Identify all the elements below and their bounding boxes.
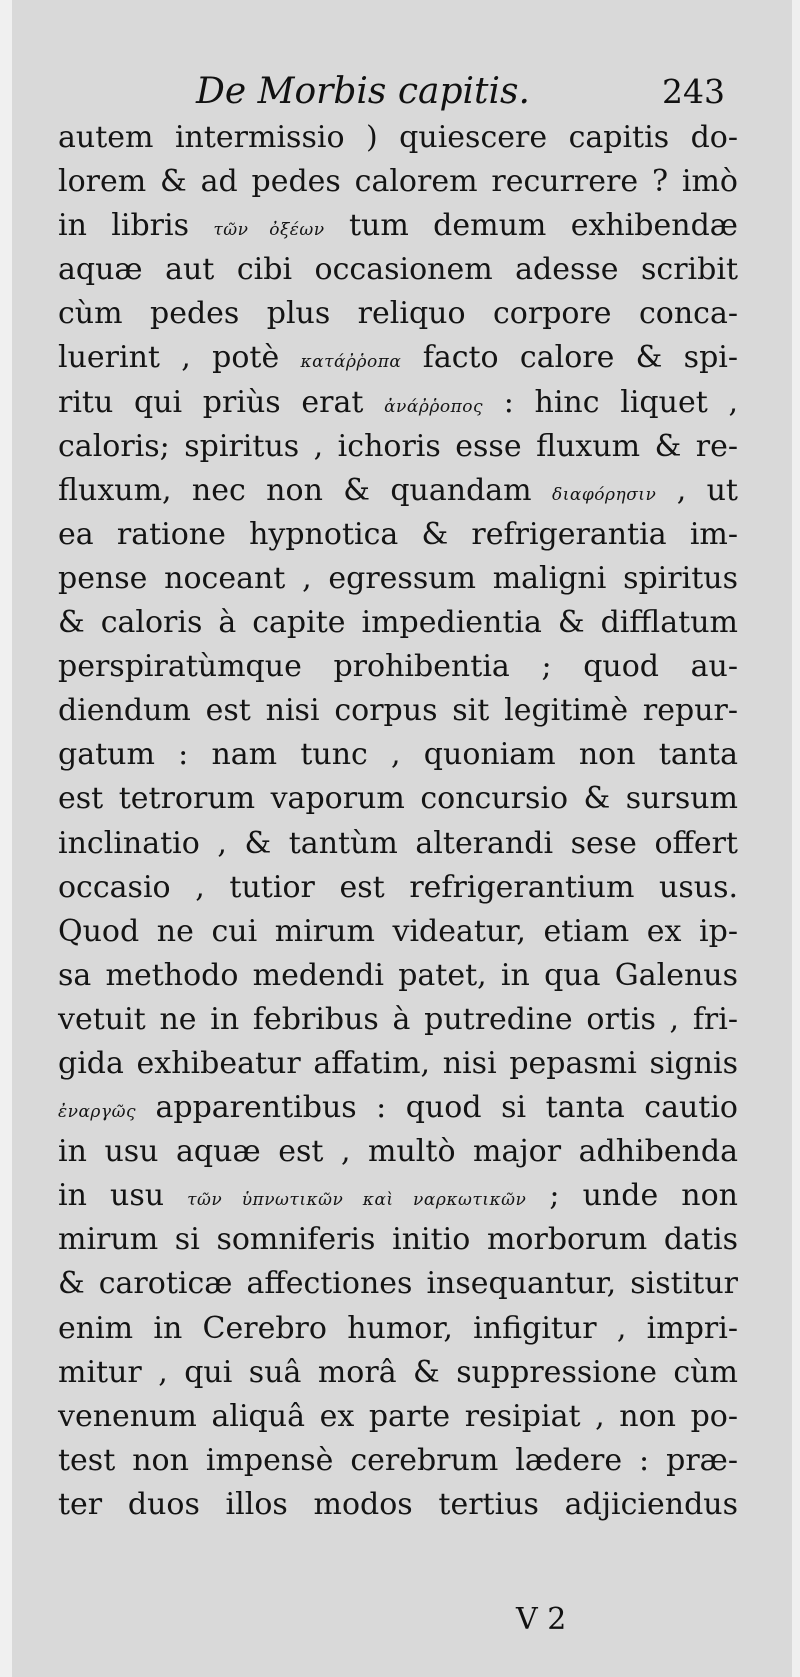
text-line: gida exhibeatur affatim, nisi pepasmi signis bbox=[58, 1045, 738, 1081]
text-line: & caroticæ affectiones insequantur, sistitur bbox=[58, 1266, 738, 1302]
text-segment: tum demum exhibendæ bbox=[324, 208, 738, 244]
signature-mark: V 2 bbox=[516, 1602, 567, 1637]
text-line: mirum si somniferis initio morborum datis bbox=[58, 1222, 738, 1258]
greek-phrase: διαφόρησιν bbox=[552, 484, 657, 505]
text-line: ter duos illos modos tertius adjiciendus bbox=[58, 1486, 738, 1522]
text-line: est tetrorum vaporum concursio & sursum bbox=[58, 781, 738, 817]
text-line bbox=[58, 381, 738, 425]
text-line: ea ratione hypnotica & refrigerantia im- bbox=[58, 516, 738, 552]
greek-phrase: τῶν ὑπνωτικῶν καὶ ναρκωτικῶν bbox=[187, 1190, 527, 1211]
text-line: gatum : nam tunc , quoniam non tanta bbox=[58, 737, 738, 773]
text-line: enim in Cerebro humor, infigitur , impri- bbox=[58, 1310, 738, 1346]
text-segment: in libris bbox=[58, 208, 214, 244]
text-line: diendum est nisi corpus sit legitimè repur- bbox=[58, 693, 738, 729]
text-line bbox=[58, 1174, 738, 1218]
text-line: in usu aquæ est , multò major adhibenda bbox=[58, 1134, 738, 1170]
text-line bbox=[58, 204, 738, 248]
text-line: caloris; spiritus , ichoris esse fluxum & re- bbox=[58, 428, 738, 464]
text-line: vetuit ne in febribus à putredine ortis , fri- bbox=[58, 1001, 738, 1037]
text-segment: ; unde non bbox=[526, 1178, 738, 1214]
text-line: pense noceant , egressum maligni spiritus bbox=[58, 560, 738, 596]
text-segment: : hinc liquet , bbox=[483, 384, 738, 420]
text-line: sa methodo medendi patet, in qua Galenus bbox=[58, 957, 738, 993]
text-segment: luerint , potè bbox=[58, 340, 301, 376]
text-line: test non impensè cerebrum lædere : præ- bbox=[58, 1442, 738, 1478]
text-line bbox=[58, 336, 738, 380]
text-line: aquæ aut cibi occasionem adesse scribit bbox=[58, 252, 738, 288]
text-segment: , ut bbox=[656, 472, 738, 508]
body-text bbox=[58, 116, 738, 1527]
text-line: perspiratùmque prohibentia ; quod au- bbox=[58, 649, 738, 685]
left-page-edge bbox=[0, 0, 12, 1677]
text-line: mitur , qui suâ morâ & suppressione cùm bbox=[58, 1354, 738, 1390]
text-line: & caloris à capite impedientia & difflatum bbox=[58, 605, 738, 641]
text-line bbox=[58, 469, 738, 513]
greek-phrase: κατάῤῥοπα bbox=[300, 352, 402, 373]
greek-phrase: τῶν ὀξέων bbox=[213, 220, 325, 241]
right-page-edge bbox=[792, 0, 800, 1677]
greek-phrase: ἐναργῶς bbox=[58, 1102, 136, 1123]
page-number: 243 bbox=[662, 72, 725, 111]
text-segment: apparentibus : quod si tanta cautio bbox=[135, 1090, 738, 1126]
text-segment: ritu qui priùs erat bbox=[58, 384, 385, 420]
text-line: inclinatio , & tantùm alterandi sese offert bbox=[58, 825, 738, 861]
text-line: Quod ne cui mirum videatur, etiam ex ip- bbox=[58, 913, 738, 949]
text-line: autem intermissio ) quiescere capitis do- bbox=[58, 120, 738, 155]
page-header bbox=[0, 62, 800, 122]
text-line: occasio , tutior est refrigerantium usus. bbox=[58, 869, 738, 905]
text-line: lorem & ad pedes calorem recurrere ? imò bbox=[58, 164, 738, 200]
running-title: De Morbis capitis. bbox=[196, 71, 530, 112]
text-line: venenum aliquâ ex parte resipiat , non po- bbox=[58, 1398, 738, 1434]
footer bbox=[0, 1595, 800, 1645]
text-segment: fluxum, nec non & quandam bbox=[58, 472, 552, 508]
greek-phrase: ἀνάῤῥοπος bbox=[384, 396, 484, 417]
text-line: cùm pedes plus reliquo corpore conca- bbox=[58, 296, 738, 332]
text-segment: facto calore & spi- bbox=[401, 340, 739, 376]
text-line bbox=[58, 1086, 738, 1130]
text-segment: in usu bbox=[58, 1178, 188, 1214]
